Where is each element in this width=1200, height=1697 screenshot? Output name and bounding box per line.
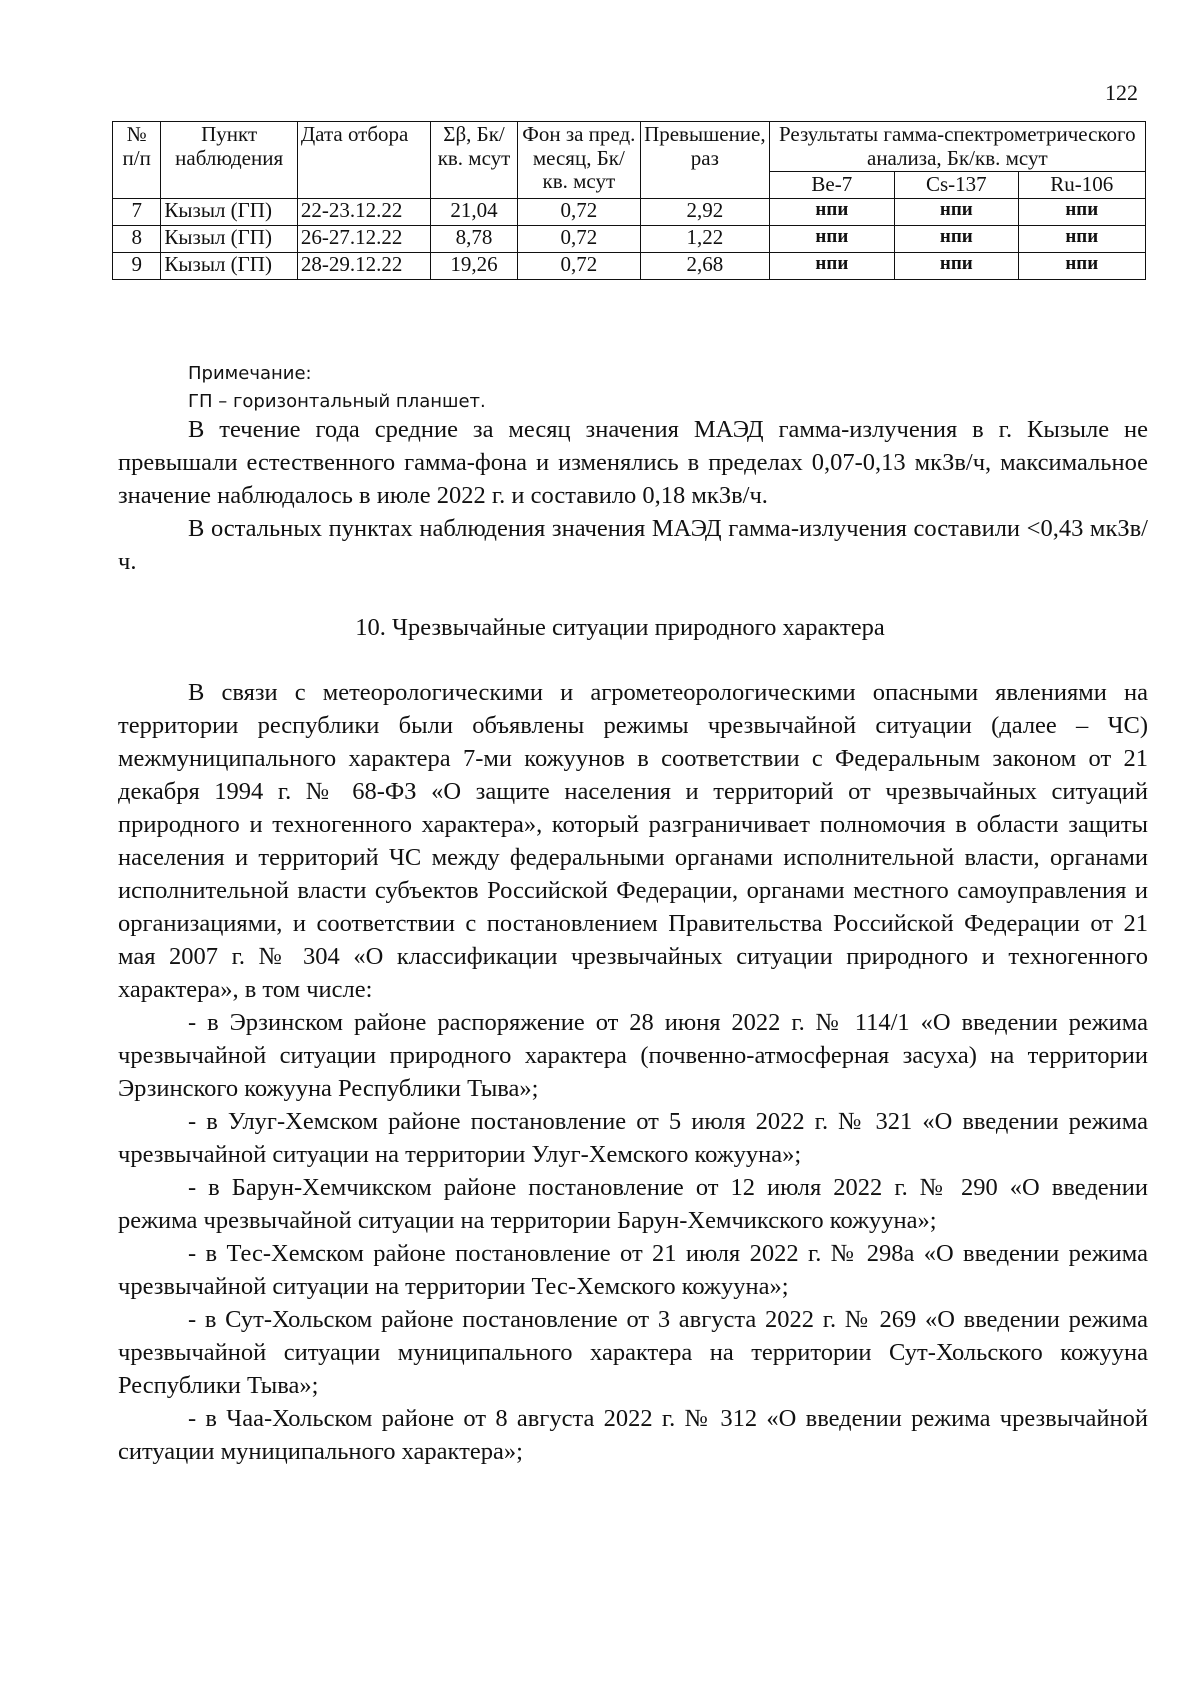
cell-point: Кызыл (ГП)	[161, 225, 297, 252]
intro-text	[118, 413, 1148, 578]
cell-excess: 2,68	[641, 252, 770, 279]
header-num: № п/п	[113, 122, 161, 199]
cell-be7: нпи	[769, 198, 894, 225]
cell-date: 26-27.12.22	[297, 225, 431, 252]
list-item: - в Улуг-Хемском районе постановление от 5 июля 2022 г. № 321 «О введении режима чрезвычайной ситуации на территории Улуг-Хемского кожууна»;	[118, 1108, 1148, 1168]
header-ru106: Ru-106	[1018, 172, 1145, 199]
cell-point: Кызыл (ГП)	[161, 252, 297, 279]
list-item: - в Сут-Хольском районе постановление от 3 августа 2022 г. № 269 «О введении режима чрезвычайной ситуации муниципального характера на территории Сут-Хольского кожууна Республики Тыва»;	[118, 1306, 1148, 1399]
header-excess: Превышение, раз	[641, 122, 770, 199]
cell-date: 22-23.12.22	[297, 198, 431, 225]
cell-background: 0,72	[517, 225, 640, 252]
header-date: Дата отбора	[297, 122, 431, 199]
table-note	[188, 360, 486, 416]
page-number: 122	[1105, 80, 1138, 105]
table-row	[113, 198, 1146, 225]
note-text: ГП – горизонтальный планшет.	[188, 391, 486, 412]
cell-point: Кызыл (ГП)	[161, 198, 297, 225]
cell-ru106: нпи	[1018, 252, 1145, 279]
section-paragraph: В связи с метеорологическими и агрометеорологическими опасными явлениями на территории республики были объявлены режимы чрезвычайной ситуации (далее – ЧС) межмуниципального характера 7-ми кожуунов в соответствии с Федеральным законом от 21 декабря 1994 г. № 68-ФЗ «О защите населения и территорий от чрезвычайных ситуаций природного и техногенного характера», который разграничивает полномочия в области защиты населения и территорий ЧС между федеральными органами исполнительной власти, органами исполнительной власти субъектов Российской Федерации, органами местного самоуправления и организациями, и соответствии с постановлением Правительства Российской Федерации от 21 мая 2007 г. № 304 «О классификации чрезвычайных ситуации природного и техногенного характера», в том числе:	[118, 679, 1148, 1003]
intro-paragraph: В течение года средние за месяц значения МАЭД гамма-излучения в г. Кызыле не превышали естественного гамма-фона и изменялись в пределах 0,07-0,13 мкЗв/ч, максимальное значение наблюдалось в июле 2022 г. и составило 0,18 мкЗв/ч.	[118, 416, 1148, 509]
cell-sum-beta: 19,26	[431, 252, 517, 279]
cell-ru106: нпи	[1018, 225, 1145, 252]
header-background: Фон за пред. месяц, Бк/кв. мсут	[517, 122, 640, 199]
header-gamma: Результаты гамма-спектрометрического анализа, Бк/кв. мсут	[769, 122, 1145, 172]
cell-excess: 1,22	[641, 225, 770, 252]
table-row	[113, 225, 1146, 252]
cell-background: 0,72	[517, 252, 640, 279]
radiation-table	[112, 121, 1146, 280]
cell-sum-beta: 8,78	[431, 225, 517, 252]
header-sum-beta: Σβ, Бк/кв. мсут	[431, 122, 517, 199]
list-item: - в Тес-Хемском районе постановление от 21 июля 2022 г. № 298а «О введении режима чрезвычайной ситуации на территории Тес-Хемского кожууна»;	[118, 1240, 1148, 1300]
cell-be7: нпи	[769, 252, 894, 279]
cell-cs137: нпи	[895, 225, 1018, 252]
list-item: - в Барун-Хемчикском районе постановление от 12 июля 2022 г. № 290 «О введении режима чрезвычайной ситуации на территории Барун-Хемчикского кожууна»;	[118, 1174, 1148, 1234]
section-body	[118, 676, 1148, 1468]
table-row	[113, 252, 1146, 279]
cell-ru106: нпи	[1018, 198, 1145, 225]
note-title: Примечание:	[188, 363, 312, 384]
cell-background: 0,72	[517, 198, 640, 225]
cell-excess: 2,92	[641, 198, 770, 225]
cell-cs137: нпи	[895, 252, 1018, 279]
intro-paragraph: В остальных пунктах наблюдения значения МАЭД гамма-излучения составили <0,43 мкЗв/ч.	[118, 515, 1148, 575]
list-item: - в Чаа-Хольском районе от 8 августа 2022 г. № 312 «О введении режима чрезвычайной ситуации муниципального характера»;	[118, 1405, 1148, 1465]
section-heading: 10. Чрезвычайные ситуации природного характера	[355, 614, 885, 641]
cell-num: 8	[113, 225, 161, 252]
cell-date: 28-29.12.22	[297, 252, 431, 279]
header-point: Пункт наблюдения	[161, 122, 297, 199]
header-be7: Be-7	[769, 172, 894, 199]
list-item: - в Эрзинском районе распоряжение от 28 июня 2022 г. № 114/1 «О введении режима чрезвычайной ситуации природного характера (почвенно-атмосферная засуха) на территории Эрзинского кожууна Республики Тыва»;	[118, 1009, 1148, 1102]
cell-num: 7	[113, 198, 161, 225]
header-cs137: Cs-137	[895, 172, 1018, 199]
cell-sum-beta: 21,04	[431, 198, 517, 225]
table-header-row	[113, 122, 1146, 172]
cell-cs137: нпи	[895, 198, 1018, 225]
cell-be7: нпи	[769, 225, 894, 252]
cell-num: 9	[113, 252, 161, 279]
